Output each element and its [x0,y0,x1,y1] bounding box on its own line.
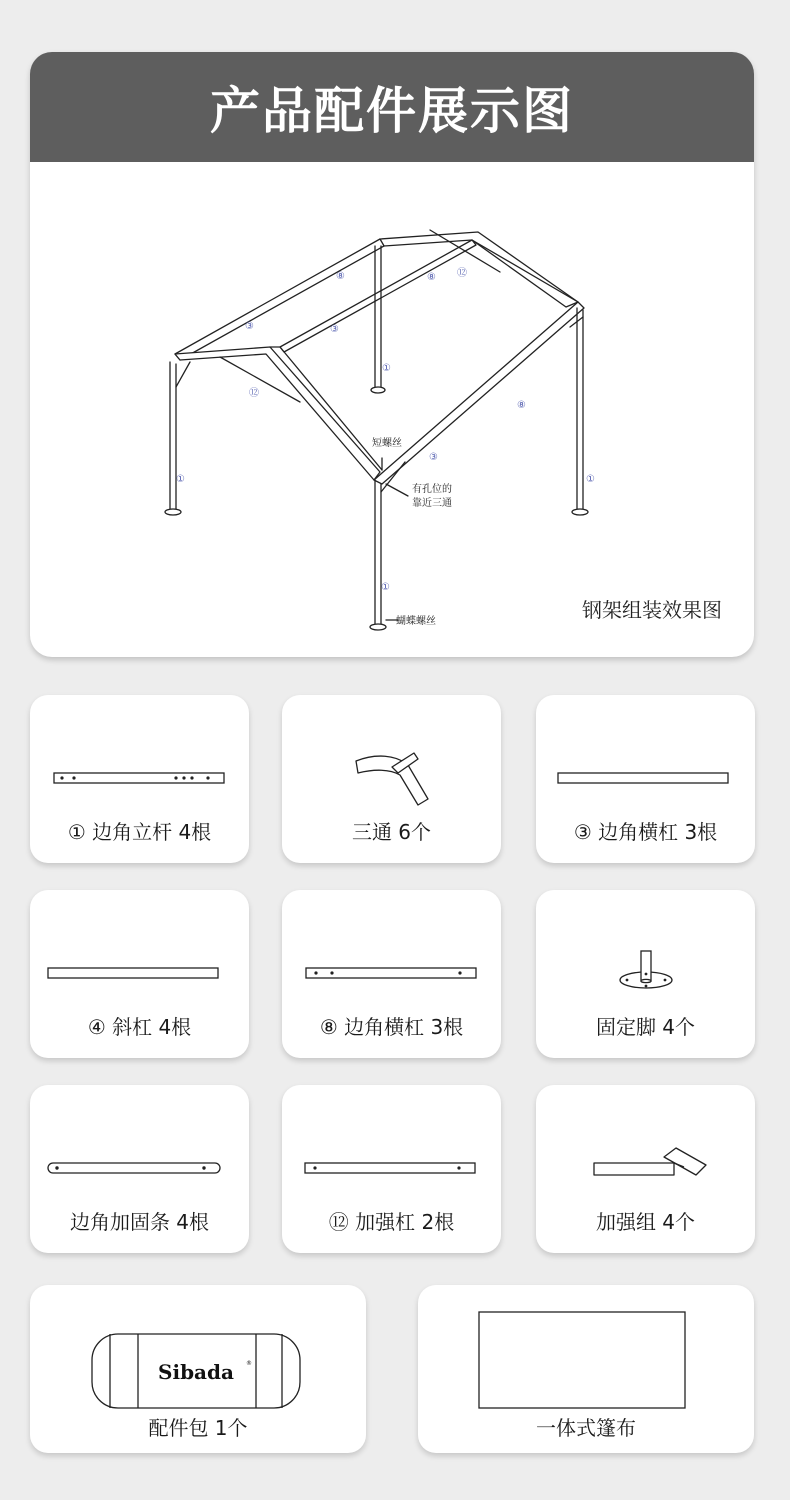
marker: ⑧ [517,400,526,411]
part-label: 三通 6个 [351,820,432,844]
marker: ⑧ [336,271,345,282]
svg-text:®: ® [246,1360,252,1367]
marker: ⑫ [249,388,259,399]
part-label: ① 边角立杆 4根 [67,820,212,844]
part-card [30,1085,249,1253]
part-label: 配件包 1个 [148,1416,248,1440]
assembly-caption: 钢架组装效果图 [582,598,722,622]
part-label: 一体式篷布 [536,1416,636,1440]
part-card [30,890,249,1058]
part-label: ⑫ 加强杠 2根 [328,1210,455,1234]
marker: ⑫ [457,268,467,279]
part-card [536,890,755,1058]
callout-short-screw: 短螺丝 [372,438,402,449]
frame-assembly-diagram [30,162,754,657]
part-label: 边角加固条 4根 [69,1210,210,1234]
callout-butterfly-screw: 蝴蝶螺丝 [396,616,436,627]
brand-logo: Sibada [158,1360,234,1384]
part-card [536,695,755,863]
two-hole-bar-icon [303,1157,481,1177]
page-title: 产品配件展示图 [30,52,754,162]
marker: ① [382,363,391,374]
holed-pole-icon [52,767,227,787]
marker: ① [381,582,390,593]
marker: ③ [245,321,254,332]
part-label: ⑧ 边角横杠 3根 [319,1015,464,1039]
accessory-bag-card [30,1285,366,1453]
part-card [536,1085,755,1253]
accessory-bag-icon [90,1331,304,1411]
part-card [282,695,501,863]
marker: ① [176,474,185,485]
part-label: 固定脚 4个 [595,1015,696,1039]
rounded-strip-icon [46,1157,224,1177]
part-label: ③ 边角横杠 3根 [573,820,718,844]
part-card [30,695,249,863]
marker: ⑧ [427,272,436,283]
part-label: 加强组 4个 [595,1210,696,1234]
canopy-cloth-icon [476,1309,688,1411]
callout-hole-position-2: 靠近三通 [412,498,452,509]
holed-bar-icon [304,962,479,982]
part-card [282,890,501,1058]
tee-connector-icon [352,747,432,812]
callout-hole-position-1: 有孔位的 [412,484,452,495]
foot-plate-icon [616,948,676,992]
canopy-card [418,1285,754,1453]
marker: ① [586,474,595,485]
part-number-markers [176,267,595,593]
marker: ③ [429,452,438,463]
plain-bar-icon [46,962,221,982]
brace-set-icon [592,1145,712,1181]
plain-bar-icon [556,767,731,787]
part-label: ④ 斜杠 4根 [87,1015,192,1039]
assembly-panel [30,52,754,657]
part-card [282,1085,501,1253]
marker: ③ [330,324,339,335]
